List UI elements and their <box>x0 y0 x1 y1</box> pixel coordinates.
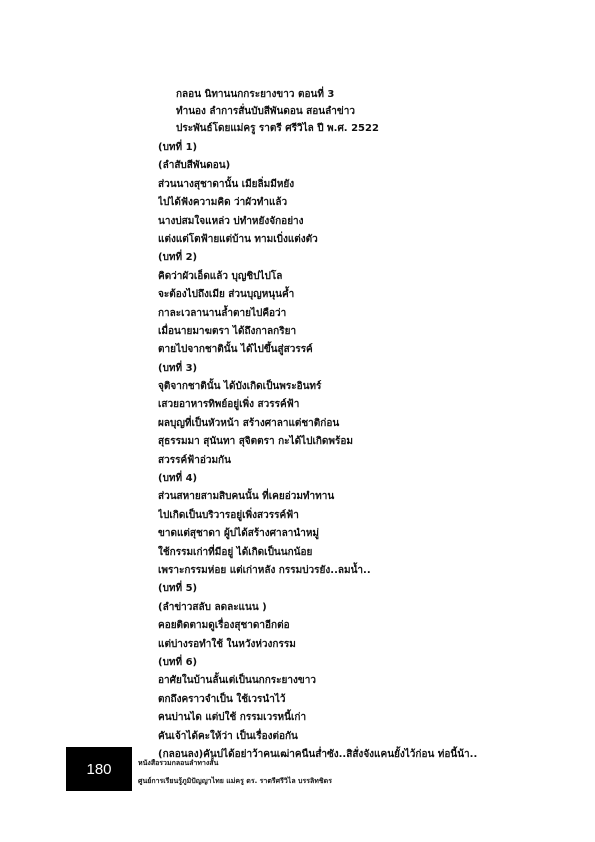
poem-line: (บทที่ 3) <box>158 362 198 374</box>
page-number-box <box>66 747 132 791</box>
poem-line: คิดว่าผัวเอ็ดแล้ว บุญชิปไปโล <box>158 270 283 282</box>
poem-line: (บทที่ 5) <box>158 583 198 595</box>
poem-line: คันเจ้าได้คะให้ว่า เป็นเรื่องต่อกัน <box>158 730 298 742</box>
poem-line: (กลอนลง)คันบ่ได้อย่าว้าคนเฒ่าคนืนส่ำซัง..สิสั่งจังแคนยั้งไว้ก่อน ท่อนี้น้า.. <box>158 748 478 760</box>
title-block <box>176 86 556 137</box>
poem-line: (บทที่ 2) <box>158 252 198 264</box>
poem-line: (บทที่ 4) <box>158 473 198 485</box>
page-number: 180 <box>86 760 112 778</box>
poem-body <box>158 139 558 764</box>
poem-line: นางบ่สมใจแหล่ว บ่ทำหยังจักอย่าง <box>158 215 304 227</box>
poem-line: สวรรค์ฟ้าอ่วมกัน <box>158 454 231 466</box>
poem-line: เมื่อนายมาฆตรา ได้ถึงกาลกริยา <box>158 325 297 337</box>
poem-line: คอยติดตามดูเรื่องสุชาดาอีกต่อ <box>158 620 290 632</box>
poem-line: ขาดแต่สุชาดา ผู้บ่ได้สร้างศาลานำหมู่ <box>158 528 320 540</box>
footer <box>138 754 468 790</box>
poem-line: สุธรรมมา สุนันทา สุจิตตรา กะได้ไปเกิดพร้อม <box>158 436 353 448</box>
poem-line: ตายไปจากชาตินั้น ได้ไปขึ้นสู่สวรรค์ <box>158 344 313 356</box>
poem-line: ผลบุญที่เป็นหัวหน้า สร้างศาลาแต่ชาติก่อน <box>158 417 340 429</box>
poem-line: จะต้องไปถึงเมีย ส่วนบุญหนุนค้ำ <box>158 289 295 301</box>
poem-line: (ลำข่าวสลับ ลดละแนน ) <box>158 601 267 613</box>
poem-line: เสวยอาหารทิพย์อยู่เพิ่ง สวรรค์ฟ้า <box>158 399 300 411</box>
book-title: หนังสือรวมกลอนลำทางสั้น <box>138 759 219 767</box>
poem-line: (บทที่ 1) <box>158 142 198 153</box>
poem-line: ส่วนนางสุชาดานั้น เมียลิ่มมีหยัง <box>158 178 295 190</box>
poem-title: กลอน นิทานนกกระยางขาว ตอนที่ 3 <box>176 89 335 100</box>
poem-line: จุติจากชาตินั้น ได้บังเกิดเป็นพระอินทร์ <box>158 381 322 393</box>
poem-line: อาศัยในบ้านลั้นเต่เป็นนกกระยางขาว <box>158 675 316 687</box>
poem-line: (ลำสับสีพันดอน) <box>158 160 231 172</box>
melody-line: ทำนอง ลำการสั่นบับสีพันดอน สอนลำข่าว <box>176 106 355 117</box>
poem-line: แต่บ่างรอทำใช้ ในหวังห่วงกรรม <box>158 638 296 650</box>
poem-line: แต่งแต่โตฟ้ายแต่บ้าน ทามเบิ่งแต่งตัว <box>158 233 318 245</box>
poem-line: ตกถึงคราวจำเป็น ใช้เวรนำไว้ <box>158 693 286 705</box>
poem-line: (บทที่ 6) <box>158 656 198 668</box>
poem-line: เพราะกรรมห่อย แต่เก่าหลัง กรรมบ่วรยัง..ลมน้ำ.. <box>158 564 371 576</box>
poem-line: กาละเวลานานล้ำตายไปคือว่า <box>158 307 287 319</box>
poem-line: ส่วนสหายสามสิบคนนั้น ที่เคยอ่วมทำทาน <box>158 491 335 503</box>
poem-line: ไปได้ฟังความคิด ว่าผัวทำแล้ว <box>158 197 288 209</box>
poem-line: ไปเกิดเป็นบริวารอยู่เพิ่งสวรรค์ฟ้า <box>158 509 299 521</box>
poem-line: ใช้กรรมเก่าที่มีอยู่ ได้เกิดเป็นนกน้อย <box>158 546 313 558</box>
author-line: ประพันธ์โดยแม่ครู ราตรี ศรีวิไล ปี พ.ศ. 2522 <box>176 123 379 134</box>
publisher: ศูนย์การเรียนรู้ภูมิปัญญาไทย แม่ครู ดร. ราตรีศรีวิไล บรรลิทชิดร <box>138 777 332 785</box>
poem-line: คนบ่านได แต่บ่ใช้ กรรมเวรหนี้เก่า <box>158 712 307 724</box>
